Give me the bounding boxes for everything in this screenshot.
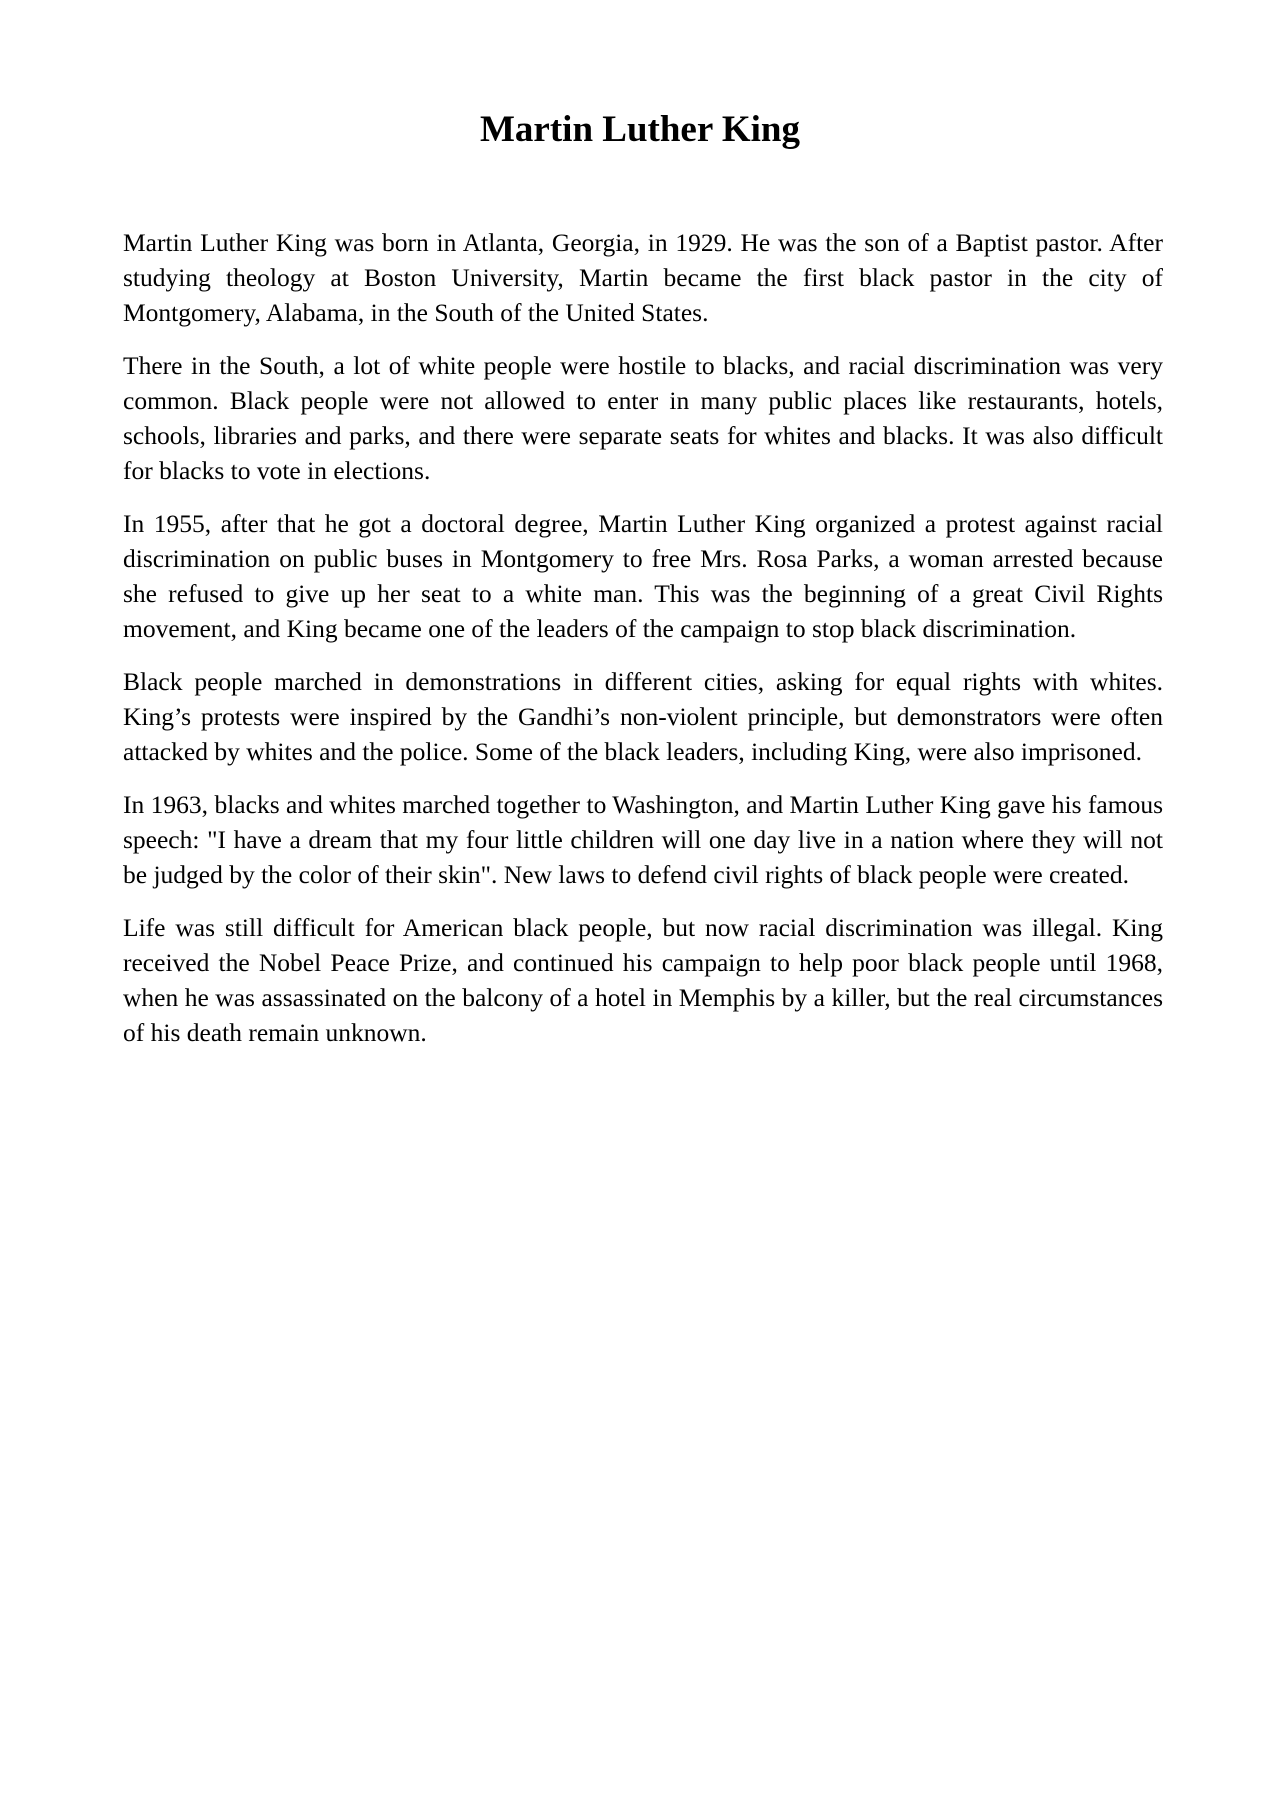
paragraph-6: Life was still difficult for American black people, but now racial discrimination was illegal. King received the Nobel Peace Prize, and continued his campaign to help poor black people until 1968, when he was assassinated on the balcony of a hotel in Memphis by a killer, but the real circumstances of his death remain unknown. (123, 913, 1163, 1047)
paragraph-4: Black people marched in demonstrations in different cities, asking for equal rights with whites. King’s protests were inspired by the Gandhi’s non-violent principle, but demonstrators were often attacked by whites and the police. Some of the black leaders, including King, were also imprisoned. (123, 667, 1163, 766)
document-title: Martin Luther King (480, 109, 800, 150)
paragraph-2: There in the South, a lot of white people were hostile to blacks, and racial discrimination was very common. Black people were not allowed to enter in many public places like restaurants, hotels, schools, libraries and parks, and there were separate seats for whites and blacks. It was also difficult for blacks to vote in elections. (123, 351, 1163, 485)
paragraph-1: Martin Luther King was born in Atlanta, Georgia, in 1929. He was the son of a Baptist pastor. After studying theology at Boston University, Martin became the first black pastor in the city of Montgomery, Alabama, in the South of the United States. (123, 228, 1163, 327)
document-body (123, 225, 1163, 1068)
paragraph-3: In 1955, after that he got a doctoral degree, Martin Luther King organized a protest against racial discrimination on public buses in Montgomery to free Mrs. Rosa Parks, a woman arrested because she refused to give up her seat to a white man. This was the beginning of a great Civil Rights movement, and King became one of the leaders of the campaign to stop black discrimination. (123, 509, 1163, 643)
paragraph-5: In 1963, blacks and whites marched together to Washington, and Martin Luther King gave his famous speech: "I have a dream that my four little children will one day live in a nation where they will not be judged by the color of their skin". New laws to defend civil rights of black people were created. (123, 790, 1163, 889)
